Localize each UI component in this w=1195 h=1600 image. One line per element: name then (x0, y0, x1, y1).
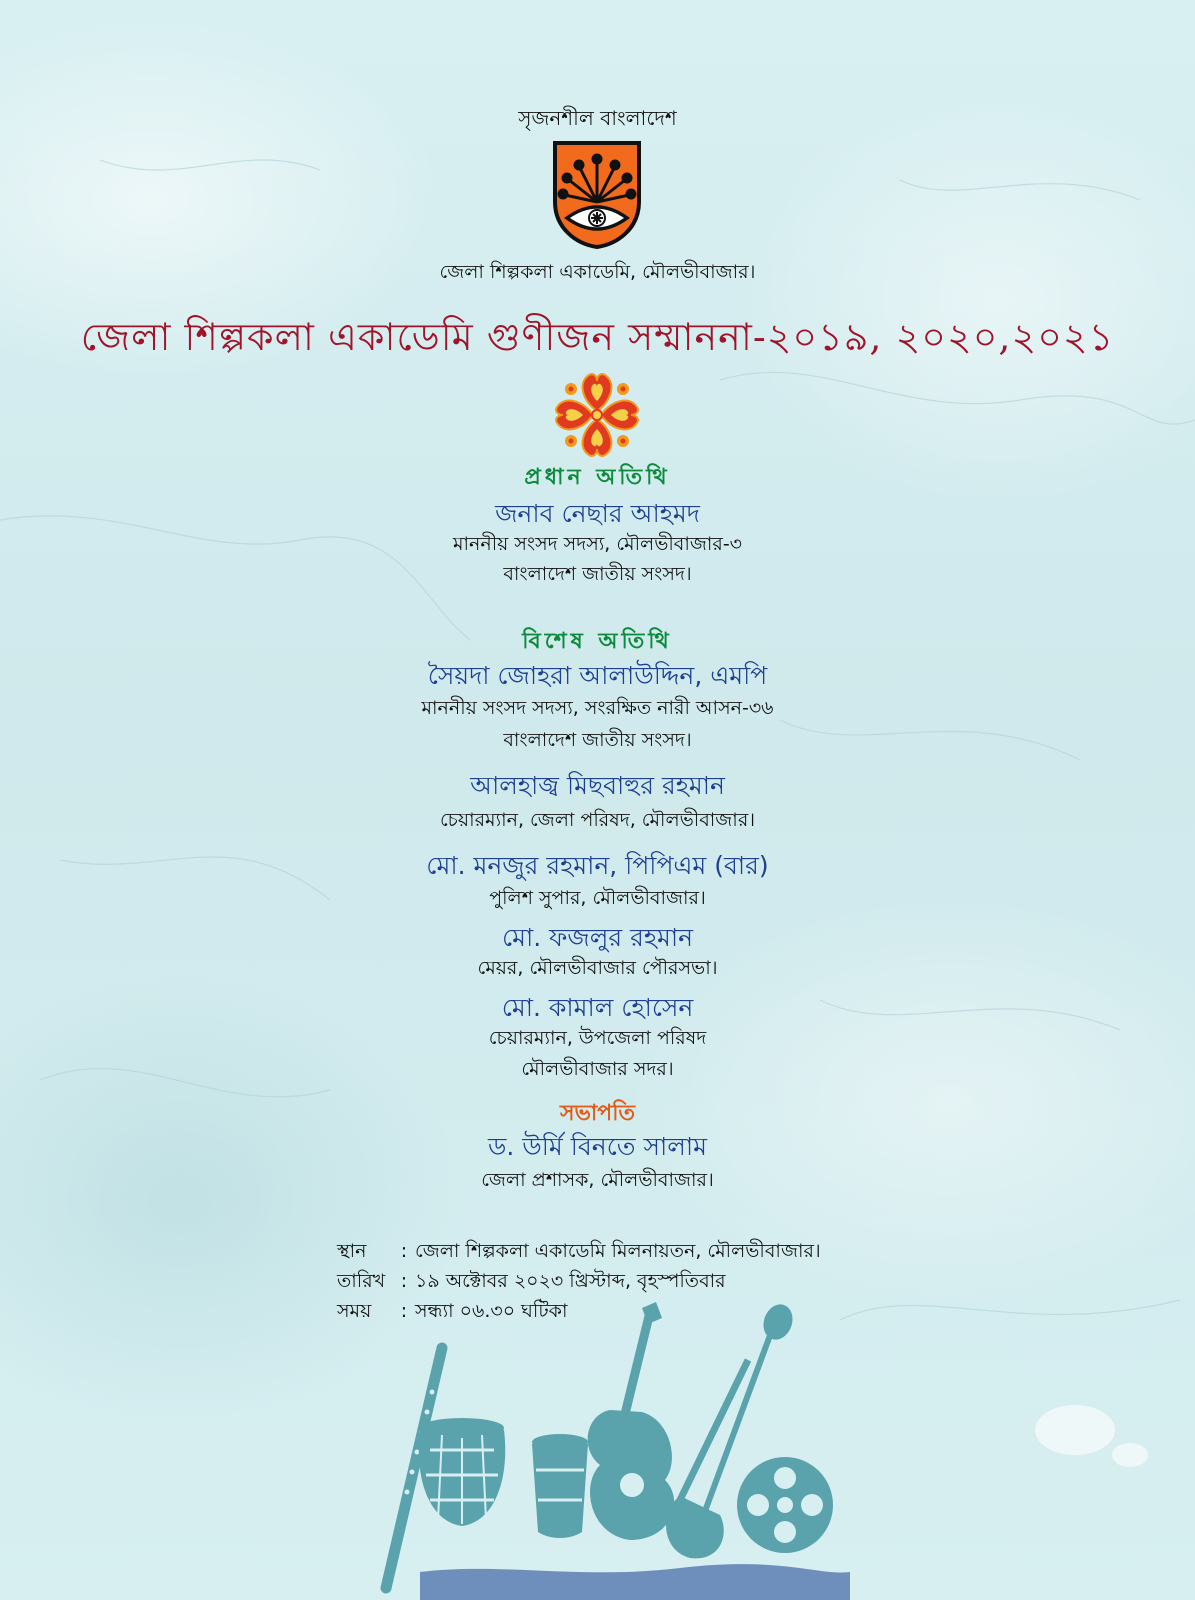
date-value: ১৯ অক্টোবর ২০২৩ খ্রিস্টাব্দ, বৃহস্পতিবার (415, 1270, 726, 1292)
special-guest-line: পুলিশ সুপার, মৌলভীবাজার। (489, 887, 706, 909)
event-title: জেলা শিল্পকলা একাডেমি গুণীজন সম্মাননা-২০১৯, ২০২০,২০২১ (80, 315, 1115, 359)
separator: : (400, 1270, 408, 1292)
time-value: সন্ধ্যা ০৬.৩০ ঘটিকা (415, 1300, 568, 1322)
chief-guest-line: মাননীয় সংসদ সদস্য, মৌলভীবাজার-৩ (452, 533, 743, 555)
special-guest-name: আলহাজ্ব মিছবাহুর রহমান (470, 771, 725, 800)
org-name: সৃজনশীল বাংলাদেশ (518, 106, 677, 130)
chief-guest-line: বাংলাদেশ জাতীয় সংসদ। (503, 563, 692, 585)
tabla-icon (419, 1418, 505, 1526)
venue-row-place (337, 1237, 821, 1269)
separator: : (400, 1300, 408, 1322)
special-guest-line: মৌলভীবাজার সদর। (521, 1058, 674, 1080)
date-label: তারিখ (337, 1270, 386, 1292)
emblem-icon (552, 140, 642, 250)
president-line: জেলা প্রশাসক, মৌলভীবাজার। (481, 1169, 714, 1191)
venue-row-date (337, 1267, 726, 1299)
special-guest-name: মো. ফজলুর রহমান (501, 923, 694, 952)
org-subtitle: জেলা শিল্পকলা একাডেমি, মৌলভীবাজার। (439, 261, 756, 283)
musical-instruments-illustration (380, 1300, 880, 1600)
special-guest-heading: বিশেষ অতিথি (522, 629, 673, 654)
small-drum-icon (532, 1434, 588, 1538)
special-guest-name: সৈয়দা জোহরা আলাউদ্দিন, এমপি (427, 661, 768, 690)
special-guest-line: মাননীয় সংসদ সদস্য, সংরক্ষিত নারী আসন-৩৬ (421, 697, 774, 719)
chief-guest-heading: প্রধান অতিথি (524, 465, 671, 490)
president-name: ড. উর্মি বিনতে সালাম (487, 1132, 707, 1161)
president-heading: সভাপতি (559, 1101, 636, 1126)
floral-motif-icon (549, 367, 645, 463)
time-label: সময় (337, 1300, 372, 1322)
venue-value: জেলা শিল্পকলা একাডেমি মিলনায়তন, মৌলভীবাজার। (415, 1240, 821, 1262)
special-guest-line: মেয়র, মৌলভীবাজার পৌরসভা। (477, 957, 718, 979)
separator: : (400, 1240, 408, 1262)
special-guest-line: বাংলাদেশ জাতীয় সংসদ। (503, 729, 692, 751)
film-reel-icon (737, 1457, 833, 1553)
special-guest-line: চেয়ারম্যান, জেলা পরিষদ, মৌলভীবাজার। (439, 809, 756, 831)
chief-guest-name: জনাব নেছার আহমদ (495, 499, 700, 528)
special-guest-line: চেয়ারম্যান, উপজেলা পরিষদ (488, 1027, 707, 1049)
special-guest-name: মো. মনজুর রহমান, পিপিএম (বার) (426, 851, 769, 880)
guitar-icon (588, 1302, 675, 1540)
dotara-icon (666, 1360, 748, 1558)
special-guest-name: মো. কামাল হোসেন (501, 993, 694, 1022)
venue-label: স্থান (337, 1240, 367, 1262)
